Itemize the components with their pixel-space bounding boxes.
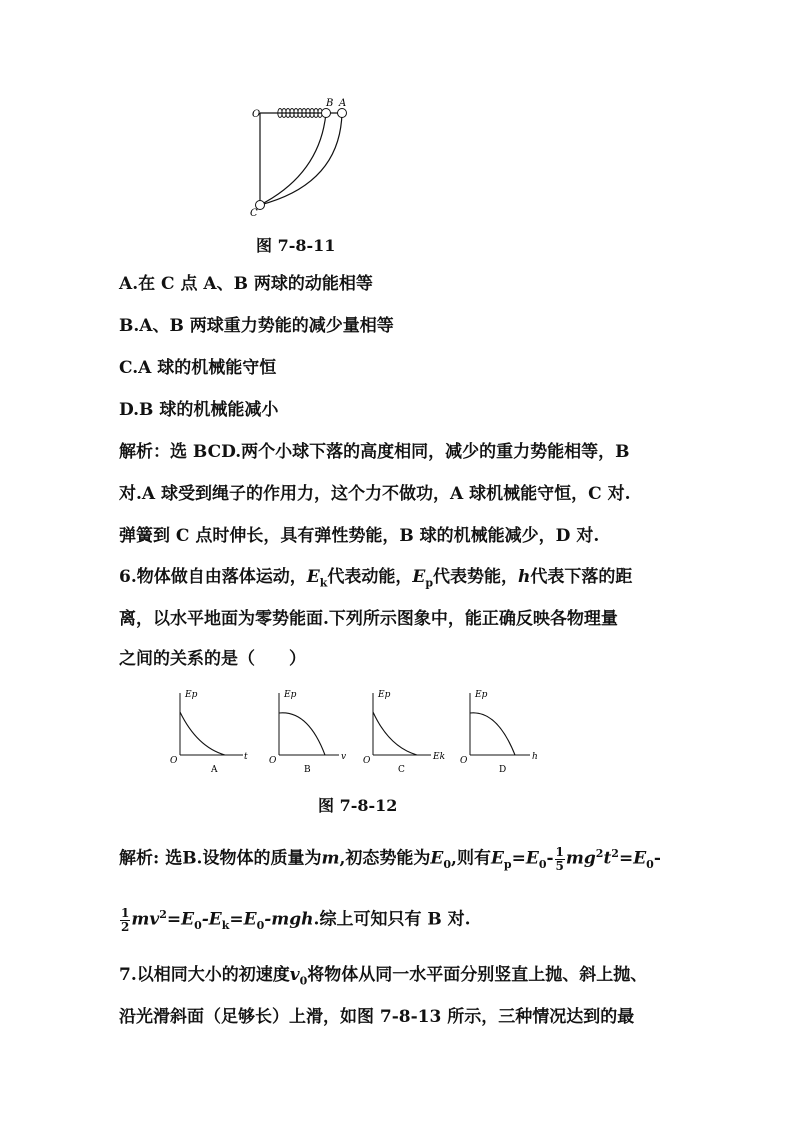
graph-d (460, 690, 538, 775)
label-o: O (252, 109, 261, 120)
graph-a-curve (180, 712, 225, 755)
graph-c (363, 690, 445, 775)
graph-c-letter: C (398, 765, 405, 775)
ball-a-icon (338, 109, 347, 118)
graph-c-x-label: Ek (433, 752, 446, 762)
graph-d-letter: D (499, 765, 507, 775)
figure-7-8-11-caption: 图 7-8-11 (256, 236, 336, 255)
analysis-q5-line-3: 弹簧到 C 点时伸长，具有弹性势能，B 球的机械能减少，D 对. (119, 526, 600, 546)
graph-b-origin: O (269, 756, 277, 766)
graph-a-letter: A (211, 765, 218, 775)
fraction-one-fifth: $\frac{1}{5}$ (555, 844, 564, 873)
graph-c-curve (373, 712, 417, 755)
graph-b-x-label: v (341, 752, 347, 762)
graph-b-letter: B (304, 765, 311, 775)
path-b-arc (260, 113, 326, 205)
analysis-q6-line-2: $\frac{1}{2}$ $mv^2=E_0-E_k=E_0$-mgh.综上可知只有 B 对. (121, 905, 471, 934)
option-d: D.B 球的机械能减小 (119, 400, 279, 420)
question-7-line-2: 沿光滑斜面（足够长）上滑，如图 7-8-13 所示，三种情况达到的最 (119, 1007, 635, 1027)
graph-a-y-label: Ep (185, 690, 198, 700)
option-b: B.A、B 两球重力势能的减少量相等 (119, 316, 394, 336)
graph-d-curve (470, 713, 515, 755)
label-a: A (339, 98, 347, 109)
fraction-one-half: $\frac{1}{2}$ (121, 905, 130, 934)
graph-c-y-label: Ep (378, 690, 391, 700)
analysis-q6-line-1: 解析: 选B.设物体的质量为m,初态势能为$E_0$,则有$E_p=E_0-$ $\frac{1}{5}$ $mg^2t^2=E_0-$ (119, 844, 661, 873)
graph-d-origin: O (460, 756, 468, 766)
graph-a-origin: O (170, 756, 178, 766)
label-c: C (250, 208, 258, 219)
graph-b (269, 690, 346, 775)
figure-7-8-12 (165, 685, 555, 780)
analysis-q5-line-2: 对.A 球受到绳子的作用力，这个力不做功，A 球机械能守恒，C 对. (119, 484, 631, 504)
question-7-line-1: 7.以相同大小的初速度$v_0$将物体从同一水平面分别竖直上抛、斜上抛、 (119, 965, 648, 988)
option-a: A.在 C 点 A、B 两球的动能相等 (119, 274, 373, 294)
graph-b-y-label: Ep (284, 690, 297, 700)
graph-a (170, 690, 248, 775)
label-b: B (326, 98, 334, 109)
ball-b-icon (322, 109, 331, 118)
graph-b-curve (279, 713, 325, 755)
question-6-line-2: 离，以水平地面为零势能面.下列所示图象中，能正确反映各物理量 (119, 609, 618, 629)
graph-a-x-label: t (244, 752, 248, 762)
figure-7-8-12-caption: 图 7-8-12 (318, 796, 398, 815)
graph-d-y-label: Ep (475, 690, 488, 700)
figure-7-8-11 (240, 92, 370, 227)
question-6-line-3: 之间的关系的是（ ） (119, 649, 306, 669)
graph-c-origin: O (363, 756, 371, 766)
option-c: C.A 球的机械能守恒 (119, 358, 277, 378)
path-a-arc (260, 113, 342, 205)
analysis-q5-line-1: 解析：选 BCD.两个小球下落的高度相同，减少的重力势能相等，B (119, 442, 630, 462)
question-6-line-1: 6.物体做自由落体运动，$E_k$代表动能，$E_p$代表势能，h代表下落的距 (119, 567, 633, 590)
graph-d-x-label: h (532, 752, 538, 762)
